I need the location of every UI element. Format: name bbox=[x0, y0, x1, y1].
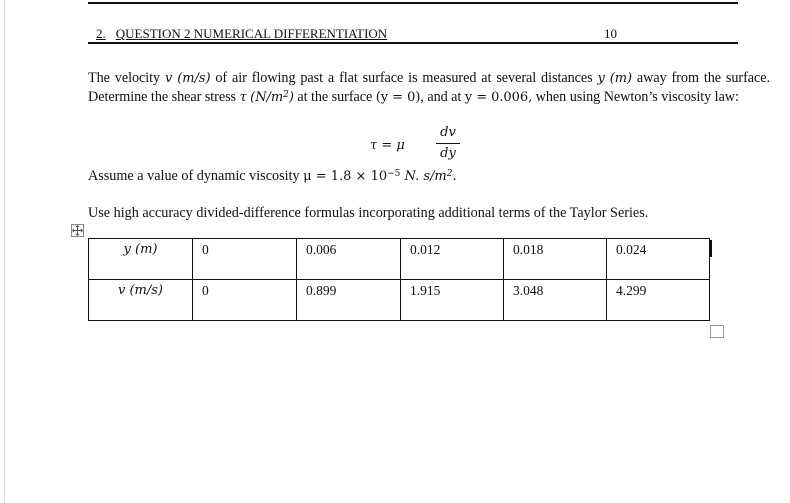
table-cell[interactable]: 0.899 bbox=[297, 280, 401, 321]
math-shear-stress: τ bbox=[239, 90, 247, 105]
instruction-text: Use high accuracy divided-difference formulas incorporating additional terms of the Taylor Series. bbox=[88, 205, 649, 221]
text-segment: of air flowing past a flat surface is measured at several distances bbox=[210, 70, 598, 86]
math-velocity-unit: (m/s) bbox=[177, 71, 211, 86]
table-cell[interactable]: 4.299 bbox=[607, 280, 710, 321]
shear-unit-close: ) bbox=[288, 90, 294, 105]
table-cell[interactable]: 0 bbox=[193, 239, 297, 280]
text-segment: , and at bbox=[420, 89, 465, 105]
question-number: 2. bbox=[96, 26, 106, 41]
math-viscosity-value bbox=[303, 169, 400, 184]
math-shear-unit bbox=[250, 90, 294, 105]
row-label-velocity[interactable]: v (m/s) bbox=[89, 280, 193, 321]
formula-numerator: dv bbox=[440, 125, 456, 140]
text-segment: at the surface bbox=[293, 89, 376, 105]
data-table bbox=[88, 238, 710, 321]
math-viscosity-unit bbox=[400, 169, 452, 184]
table-row bbox=[89, 239, 710, 280]
text-segment: when using Newton’s viscosity law: bbox=[532, 89, 739, 105]
table-row bbox=[89, 280, 710, 321]
viscosity-unit-base: N. s/m bbox=[400, 169, 447, 184]
table-resize-handle[interactable] bbox=[710, 325, 724, 338]
math-condition-second: y = 0.006, bbox=[464, 90, 533, 105]
viscosity-formula bbox=[370, 125, 490, 167]
text-segment: away from the surface. Determine the shear stress bbox=[88, 70, 771, 105]
table-cell[interactable]: 0.018 bbox=[504, 239, 607, 280]
viscosity-unit-exponent: 2 bbox=[446, 169, 453, 179]
text-segment: . bbox=[452, 169, 457, 184]
fraction-bar bbox=[436, 143, 460, 144]
text-cursor bbox=[710, 240, 712, 257]
top-rule bbox=[88, 2, 738, 4]
page-margin-line bbox=[4, 0, 5, 503]
problem-paragraph bbox=[88, 69, 770, 107]
math-velocity: v bbox=[165, 71, 173, 86]
text-segment: The velocity bbox=[88, 70, 165, 86]
question-marks: 10 bbox=[604, 26, 617, 41]
math-distance-unit: (m) bbox=[609, 71, 633, 86]
viscosity-base: μ = 1.8 × 10 bbox=[303, 169, 388, 184]
table-cell[interactable]: 1.915 bbox=[401, 280, 504, 321]
table-move-handle[interactable] bbox=[71, 224, 84, 237]
row-label-distance[interactable]: y (m) bbox=[89, 239, 193, 280]
table-cell[interactable]: 3.048 bbox=[504, 280, 607, 321]
question-title: QUESTION 2 NUMERICAL DIFFERENTIATION bbox=[115, 26, 388, 41]
table-cell[interactable]: 0.006 bbox=[297, 239, 401, 280]
text-segment: Assume a value of dynamic viscosity bbox=[88, 168, 304, 184]
shear-unit-exponent: 2 bbox=[283, 90, 289, 100]
table-cell[interactable]: 0 bbox=[193, 280, 297, 321]
shear-unit-base: (N/m bbox=[250, 90, 284, 105]
formula-lhs: τ = μ bbox=[370, 138, 405, 153]
formula-fraction bbox=[436, 125, 460, 161]
viscosity-assumption bbox=[88, 167, 457, 186]
math-condition-surface: (y = 0) bbox=[375, 90, 421, 105]
viscosity-exponent: −5 bbox=[387, 169, 401, 179]
formula-denominator: dy bbox=[440, 146, 456, 161]
math-distance: y bbox=[597, 71, 605, 86]
heading-rule bbox=[88, 42, 738, 44]
table-cell[interactable]: 0.012 bbox=[401, 239, 504, 280]
table-cell[interactable]: 0.024 bbox=[607, 239, 710, 280]
question-heading bbox=[96, 26, 387, 42]
move-arrows-icon bbox=[72, 225, 83, 236]
